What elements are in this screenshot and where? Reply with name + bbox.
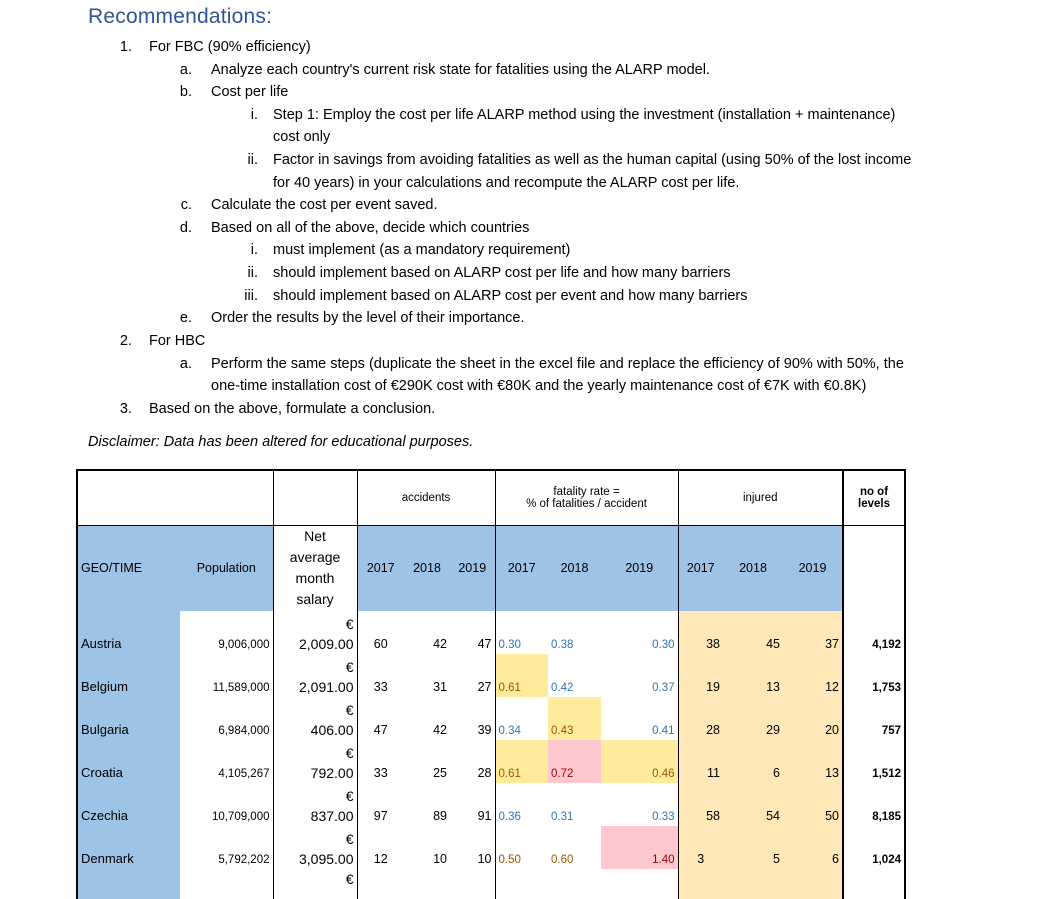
rate-2017-cell: 0.30: [495, 611, 548, 654]
salary-header: [273, 525, 357, 611]
list-item-1bii-line1: Factor in savings from avoiding fatalities as well as the human capital (using 50% of the lost income: [273, 152, 912, 168]
acc-2017-cell: 60: [357, 611, 404, 654]
inj-2018-cell: 5: [723, 826, 783, 869]
acc-2017-cell: 12: [357, 826, 404, 869]
salary-cell: [273, 611, 357, 654]
list-marker-1dii: ii.: [247, 265, 258, 281]
inj-2019-cell: 6: [783, 826, 843, 869]
inj-2018-header: 2018: [723, 525, 783, 611]
rate-cell-partial: [601, 869, 678, 899]
list-marker-1bi: i.: [250, 107, 258, 123]
accidents-header: accidents: [357, 470, 495, 525]
country-cell: Austria: [77, 611, 180, 654]
list-item-1e: Order the results by the level of their importance.: [211, 310, 525, 326]
salary-cell: [273, 654, 357, 697]
acc-2019-cell: 28: [477, 766, 492, 780]
acc-2017-header: 2017: [357, 525, 404, 611]
rate-2018-cell: 0.31: [551, 811, 574, 823]
inj-2017-cell: 38: [678, 611, 723, 654]
fatality-rate-header-line2: % of fatalities / accident: [526, 497, 647, 510]
accident-data-table: [76, 469, 906, 899]
rate-2019-cell: 0.46: [601, 740, 678, 783]
header-empty: [77, 470, 273, 525]
acc-2018-cell: 31: [433, 680, 447, 694]
inj-2019-cell: 12: [783, 654, 843, 697]
rate-2018-cell: 0.42: [551, 682, 574, 694]
list-item-1bi-line1: Step 1: Employ the cost per life ALARP method using the investment (installation + maintenance): [273, 107, 896, 123]
list-marker-1bii: ii.: [247, 152, 258, 168]
table-row: [77, 611, 905, 654]
list-marker-1diii: iii.: [244, 288, 258, 304]
salary-cell: [273, 697, 357, 740]
rate-2019-cell: 1.40: [601, 826, 678, 869]
inj-2018-cell: 54: [723, 783, 783, 826]
salary-cell: [273, 740, 357, 783]
levels-cell: 1,512: [843, 740, 905, 783]
levels-cell: 4,192: [843, 611, 905, 654]
levels-cell-partial: [843, 869, 905, 899]
table-row: [77, 783, 905, 826]
acc-cell-partial: [357, 869, 404, 899]
list-item-1diii: should implement based on ALARP cost per event and how many barriers: [273, 288, 748, 304]
table-row: [77, 697, 905, 740]
list-marker-1di: i.: [250, 242, 258, 258]
injured-header: injured: [678, 470, 843, 525]
column-header-row: [77, 525, 905, 611]
list-item-1d: Based on all of the above, decide which countries: [211, 220, 530, 236]
table-row-partial: [77, 869, 905, 899]
currency-symbol-partial: €: [273, 869, 357, 899]
currency-symbol: €: [345, 616, 354, 632]
inj-2019-header: 2019: [783, 525, 843, 611]
salary-header-line4: salary: [296, 591, 334, 608]
inj-cell-partial: [783, 869, 843, 899]
acc-2018-cell: 25: [433, 766, 447, 780]
inj-cell-partial: [678, 869, 723, 899]
rate-2018-cell: 0.60: [551, 854, 574, 866]
currency-symbol: €: [345, 788, 354, 804]
list-marker-3: 3.: [119, 401, 132, 417]
table-body: [77, 470, 905, 899]
disclaimer: Disclaimer: Data has been altered for educational purposes.: [88, 434, 474, 450]
table-row: [77, 740, 905, 783]
list-marker-1: 1.: [119, 39, 132, 55]
list-item-1di: must implement (as a mandatory requirement): [273, 242, 571, 258]
acc-2017-cell: 97: [357, 783, 404, 826]
currency-symbol: €: [345, 659, 354, 675]
list-item-2a-line1: Perform the same steps (duplicate the sheet in the excel file and replace the efficiency of 90% with 50%, the: [211, 356, 904, 372]
levels-cell: 1,024: [843, 826, 905, 869]
inj-2019-cell: 20: [783, 697, 843, 740]
rate-2017-cell: 0.36: [495, 783, 548, 826]
salary-header-line2: average: [289, 549, 341, 566]
rate-2019-cell: 0.37: [652, 682, 675, 694]
inj-2018-cell: 29: [723, 697, 783, 740]
salary-cell: [273, 783, 357, 826]
salary-value: 837.00: [310, 808, 354, 824]
salary-header-line1: Net: [304, 528, 326, 545]
population-cell: 6,984,000: [218, 725, 270, 737]
acc-2019-cell: 39: [477, 723, 492, 737]
acc-2018-cell: 42: [433, 637, 447, 651]
list-marker-1e: e.: [179, 310, 192, 326]
inj-2017-cell: 58: [678, 783, 723, 826]
list-item-3: Based on the above, formulate a conclusion.: [149, 401, 436, 417]
header-empty-salary: [273, 470, 357, 525]
population-header: Population: [180, 525, 273, 611]
acc-2019-cell: 10: [477, 852, 492, 866]
acc-2019-cell: 47: [477, 637, 492, 651]
acc-2019-header: 2019: [450, 525, 495, 611]
acc-2017-cell: 33: [357, 654, 404, 697]
salary-value: 3,095.00: [299, 851, 354, 867]
currency-symbol: €: [345, 831, 354, 847]
salary-value: 2,009.00: [299, 636, 354, 652]
inj-2018-cell: 45: [723, 611, 783, 654]
list-marker-1b: b.: [179, 84, 192, 100]
fatality-rate-header: [495, 470, 678, 525]
rate-cell-partial: [548, 869, 601, 899]
population-cell-partial: [180, 869, 273, 899]
rate-2019-header: 2019: [601, 525, 678, 611]
inj-2019-cell: 13: [783, 740, 843, 783]
levels-cell: 757: [843, 697, 905, 740]
rate-2019-cell: 0.41: [652, 725, 675, 737]
rate-2017-cell: 0.61: [495, 740, 548, 783]
list-item-1bii-line2: for 40 years) in your calculations and recompute the ALARP cost per life.: [273, 175, 740, 191]
country-cell-partial: [77, 869, 180, 899]
population-cell: 11,589,000: [212, 682, 270, 694]
country-cell: Denmark: [77, 826, 180, 869]
inj-2017-cell: 28: [678, 697, 723, 740]
table-row: [77, 826, 905, 869]
inj-2017-cell: 3: [678, 826, 723, 869]
acc-cell-partial: [450, 869, 495, 899]
salary-value: 406.00: [310, 722, 354, 738]
inj-2018-cell: 13: [723, 654, 783, 697]
population-cell: 10,709,000: [211, 811, 270, 823]
rate-2018-cell: 0.72: [548, 740, 601, 783]
list-item-2: For HBC: [149, 333, 206, 349]
acc-2018-cell: 42: [433, 723, 447, 737]
acc-2019-cell: 91: [477, 809, 492, 823]
fatality-rate-header-line1: fatality rate =: [553, 485, 620, 498]
table-row: [77, 654, 905, 697]
rate-2019-cell: 0.33: [652, 811, 675, 823]
levels-cell: 1,753: [843, 654, 905, 697]
population-cell: 9,006,000: [218, 639, 270, 651]
country-cell: Czechia: [77, 783, 180, 826]
salary-value: 792.00: [310, 765, 354, 781]
rate-2017-cell: 0.34: [495, 697, 548, 740]
group-header-row: [77, 470, 905, 525]
list-marker-1c: c.: [180, 197, 192, 213]
list-marker-2a: a.: [179, 356, 192, 372]
population-cell: 5,792,202: [218, 854, 270, 866]
currency-symbol: €: [345, 745, 354, 761]
rate-2018-cell: 0.38: [551, 639, 574, 651]
list-marker-2: 2.: [119, 333, 132, 349]
list-item-2a-line2: one-time installation cost of €290K cost with €80K and the yearly maintenance cost of €7K with €0.8K): [211, 378, 867, 394]
geo-time-header: GEO/TIME: [77, 525, 180, 611]
country-cell: Belgium: [77, 654, 180, 697]
list-item-1c: Calculate the cost per event saved.: [211, 197, 438, 213]
list-item-1b: Cost per life: [211, 84, 289, 100]
rate-cell-partial: [495, 869, 548, 899]
acc-2018-cell: 10: [433, 852, 447, 866]
levels-header: [843, 470, 905, 525]
recommendations-heading: Recommendations:: [88, 5, 273, 28]
inj-cell-partial: [723, 869, 783, 899]
population-cell: 4,105,267: [218, 768, 270, 780]
list-marker-1d: d.: [179, 220, 192, 236]
salary-value: 2,091.00: [299, 679, 354, 695]
inj-2017-cell: 19: [678, 654, 723, 697]
acc-2019-cell: 27: [477, 680, 492, 694]
inj-2019-cell: 37: [783, 611, 843, 654]
list-item-1dii: should implement based on ALARP cost per life and how many barriers: [273, 265, 731, 281]
acc-2018-header: 2018: [404, 525, 450, 611]
rate-2018-cell: 0.43: [548, 697, 601, 740]
inj-2018-cell: 6: [723, 740, 783, 783]
list-marker-1a: a.: [179, 62, 192, 78]
levels-header-empty: [843, 525, 905, 611]
levels-cell: 8,185: [843, 783, 905, 826]
country-cell: Croatia: [77, 740, 180, 783]
inj-2019-cell: 50: [783, 783, 843, 826]
salary-header-line3: month: [295, 570, 335, 587]
currency-symbol: €: [345, 702, 354, 718]
acc-2018-cell: 89: [433, 809, 447, 823]
inj-2017-cell: 11: [678, 740, 723, 783]
list-item-1: For FBC (90% efficiency): [149, 39, 311, 55]
acc-2017-cell: 47: [357, 697, 404, 740]
list-item-1bi-line2: cost only: [273, 129, 331, 145]
list-item-1a: Analyze each country's current risk state for fatalities using the ALARP model.: [211, 62, 710, 78]
rate-2017-cell: 0.61: [495, 654, 548, 697]
levels-header-line1: no of: [859, 485, 889, 498]
acc-cell-partial: [404, 869, 450, 899]
rate-2018-header: 2018: [548, 525, 601, 611]
rate-2017-cell: 0.50: [495, 826, 548, 869]
rate-2017-header: 2017: [495, 525, 548, 611]
salary-cell: [273, 826, 357, 869]
rate-2019-cell: 0.30: [652, 639, 675, 651]
inj-2017-header: 2017: [678, 525, 723, 611]
levels-header-line2: levels: [858, 497, 890, 510]
country-cell: Bulgaria: [77, 697, 180, 740]
acc-2017-cell: 33: [357, 740, 404, 783]
